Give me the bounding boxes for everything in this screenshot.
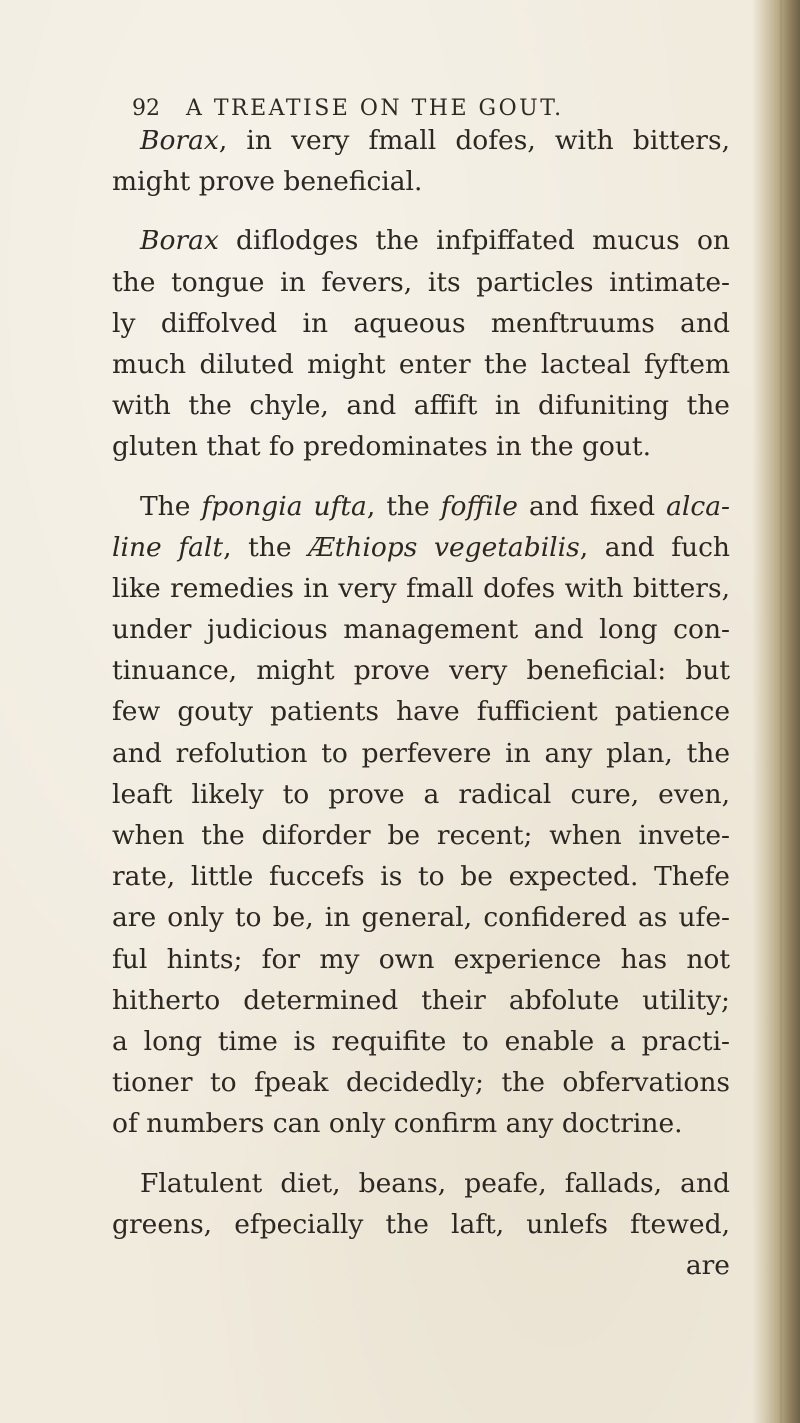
- text-line: leaft likely to prove a radical cure, even,: [112, 778, 730, 810]
- italic-term: Borax: [140, 125, 219, 156]
- text-line: ly diffolved in aqueous menftruums and: [112, 307, 730, 339]
- text-line: tinuance, might prove very beneficial: but: [112, 655, 730, 687]
- text-line: the tongue in fevers, its particles intimate-: [112, 266, 730, 298]
- page-edge-line: [780, 0, 782, 1423]
- running-title: A TREATISE ON THE GOUT.: [186, 96, 564, 121]
- text-line: ful hints; for my own experience has not: [112, 943, 730, 975]
- text-line: and refolution to perfevere in any plan, the: [112, 737, 730, 769]
- text-line: under judicious management and long con-: [112, 614, 730, 646]
- italic-term: Borax: [140, 225, 219, 257]
- book-gutter-edge: [752, 0, 800, 1423]
- text-line: like remedies in very fmall dofes with bitters,: [112, 572, 730, 604]
- text-line: Borax diflodges the infpiffated mucus on: [140, 225, 730, 257]
- text-line: Borax, in very fmall dofes, with bitters,: [140, 125, 730, 156]
- italic-term: line falt: [112, 531, 224, 563]
- text-line: when the diforder be recent; when invete-: [112, 820, 730, 851]
- text-line: few gouty patients have fufficient patience: [112, 696, 730, 728]
- text-line: a long time is requifite to enable a practi-: [112, 1025, 730, 1057]
- text-line: The fpongia ufta, the foffile and fixed alca-: [140, 490, 730, 522]
- text-line: gluten that fo predominates in the gout.: [112, 431, 652, 463]
- catchword: are: [685, 1249, 730, 1281]
- page-number: 92: [132, 96, 160, 121]
- text-line: hitherto determined their abfolute utility;: [112, 984, 730, 1016]
- text-line: are only to be, in general, confidered as ufe-: [112, 902, 730, 934]
- text-line: tioner to fpeak decidedly; the obfervations: [112, 1067, 730, 1099]
- text-line: much diluted might enter the lacteal fyftem: [112, 348, 730, 380]
- running-header: [132, 96, 632, 121]
- text-line: with the chyle, and affift in difuniting the: [112, 390, 730, 422]
- italic-term: alca-: [666, 490, 730, 522]
- italic-term: fpongia ufta: [201, 490, 367, 522]
- text-line: line falt, the Æthiops vegetabilis, and fuch: [112, 531, 730, 563]
- body-text: [112, 120, 730, 1286]
- text-line: of numbers can only confirm any doctrine.: [112, 1108, 683, 1140]
- italic-term: Æthiops vegetabilis: [308, 531, 580, 563]
- text-line: rate, little fuccefs is to be expected. Thefe: [112, 861, 730, 893]
- text-line: greens, efpecially the laft, unlefs ftewed,: [112, 1208, 730, 1240]
- text-line: Flatulent diet, beans, peafe, fallads, and: [140, 1167, 730, 1199]
- italic-term: foffile: [440, 490, 518, 522]
- text-line: might prove beneficial.: [112, 166, 423, 198]
